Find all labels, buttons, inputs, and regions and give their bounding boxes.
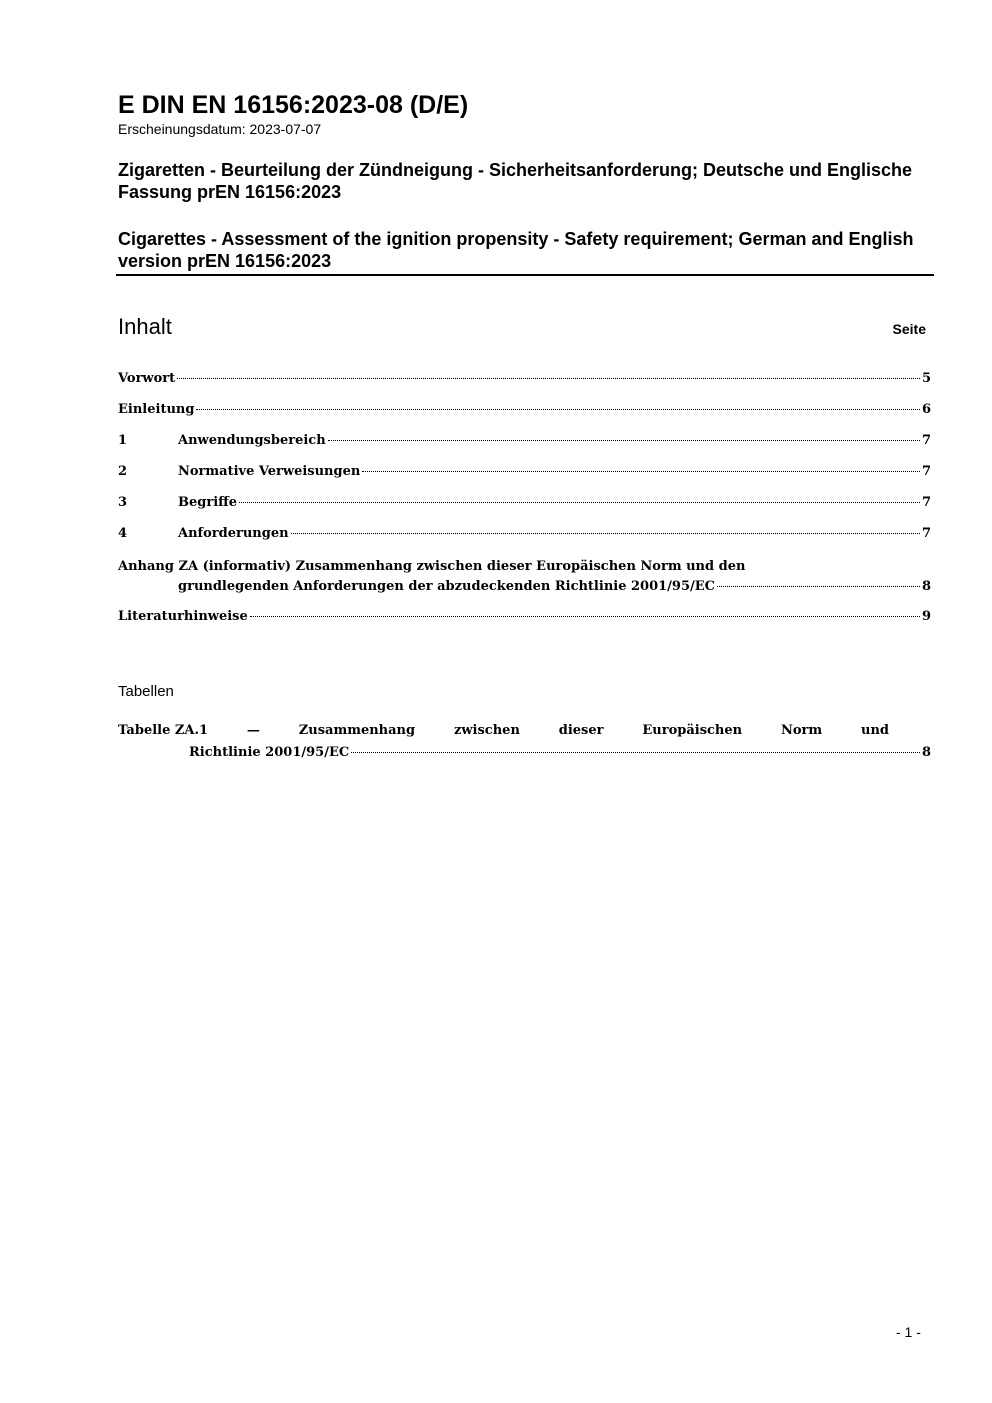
toc-entry-page: 7 (921, 464, 931, 479)
toc-page-label: Seite (892, 321, 926, 337)
table-entry-word: dieser (558, 723, 604, 738)
table-of-contents (118, 371, 931, 640)
toc-entry-einleitung[interactable] (118, 402, 931, 433)
table-entry-page: 8 (921, 745, 931, 760)
dot-leader (250, 616, 920, 617)
title-english: Cigarettes - Assessment of the ignition propensity - Safety requirement; German and English version prEN 16156:2023 (118, 229, 914, 271)
toc-entry-title: Normative Verweisungen (178, 464, 361, 479)
toc-entry-page: 5 (921, 371, 931, 386)
dot-leader (177, 378, 920, 379)
table-entry-title-line2 (118, 742, 931, 764)
table-entry-word: — (246, 723, 260, 738)
toc-entry-page: 6 (921, 402, 931, 417)
header-divider (116, 274, 934, 276)
dot-leader (717, 586, 920, 587)
toc-entry-number: 2 (118, 464, 128, 479)
toc-annex-title-line1: Anhang ZA (informativ) Zusammenhang zwischen dieser Europäischen Norm und den (118, 559, 746, 574)
toc-entry-page: 7 (921, 526, 931, 541)
toc-entry-title: Einleitung (118, 402, 195, 417)
toc-entry-literaturhinweise[interactable] (118, 609, 931, 640)
toc-title: Inhalt (118, 314, 172, 339)
toc-entry-number: 3 (118, 495, 128, 510)
dot-leader (239, 502, 920, 503)
table-entry-word: Norm (780, 723, 823, 738)
document-number: E DIN EN 16156:2023-08 (D/E) (118, 91, 469, 119)
toc-entry-number: 4 (118, 526, 128, 541)
toc-entry-title: Begriffe (178, 495, 238, 510)
toc-entry-title: Anforderungen (178, 526, 289, 541)
dot-leader (362, 471, 920, 472)
dot-leader (291, 533, 920, 534)
tables-heading: Tabellen (118, 683, 174, 700)
document-header (118, 90, 933, 272)
table-entry-word: zwischen (453, 723, 520, 738)
table-entry-word: und (861, 723, 889, 738)
table-entry-title-line1 (118, 720, 889, 742)
toc-entry-page: 7 (921, 433, 931, 448)
table-entry-word: Europäischen (642, 723, 743, 738)
title-german: Zigaretten - Beurteilung der Zündneigung - Sicherheitsanforderung; Deutsche und Englische Fassung prEN 16156:2023 (118, 160, 913, 202)
table-entry-word: Zusammenhang (298, 723, 416, 738)
dot-leader (196, 409, 920, 410)
toc-entry-title: Vorwort (118, 371, 176, 386)
toc-entry-vorwort[interactable] (118, 371, 931, 402)
toc-entry-annex-za[interactable] (118, 557, 931, 609)
table-entry-continuation: Richtlinie 2001/95/EC (189, 745, 350, 760)
page-number: - 1 - (896, 1324, 921, 1340)
toc-entry-anforderungen[interactable] (118, 526, 931, 557)
table-entry-word: Tabelle ZA.1 (118, 723, 209, 738)
toc-entry-normative-verweisungen[interactable] (118, 464, 931, 495)
toc-entry-page: 7 (921, 495, 931, 510)
toc-annex-title-line2 (118, 577, 931, 597)
dot-leader (328, 440, 920, 441)
toc-annex-title-continuation: grundlegenden Anforderungen der abzudeckenden Richtlinie 2001/95/EC (178, 579, 716, 594)
toc-entry-number: 1 (118, 433, 128, 448)
toc-heading (118, 314, 926, 340)
toc-entry-title: Anwendungsbereich (178, 433, 326, 448)
toc-entry-anwendungsbereich[interactable] (118, 433, 931, 464)
toc-entry-title: Literaturhinweise (118, 609, 248, 624)
toc-entry-page: 8 (921, 579, 931, 594)
dot-leader (351, 752, 920, 753)
publication-date: Erscheinungsdatum: 2023-07-07 (118, 121, 322, 137)
toc-entry-table-za1[interactable] (118, 720, 931, 764)
toc-entry-begriffe[interactable] (118, 495, 931, 526)
toc-entry-page: 9 (921, 609, 931, 624)
